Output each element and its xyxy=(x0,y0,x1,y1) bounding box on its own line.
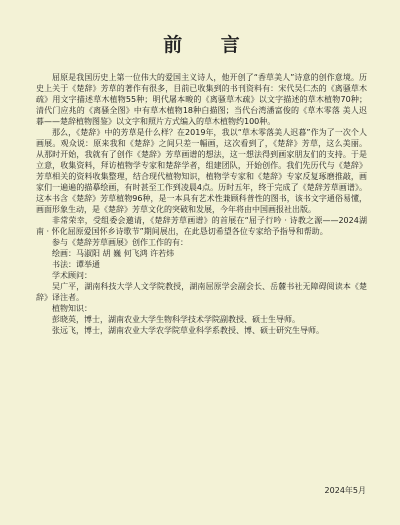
credits-advisor-heading: 学术顾问： xyxy=(52,271,92,280)
paragraph-creation: 那么，《楚辞》中的芳草是什么样？在2019年，我以“草木零落美人迟暮”作为了一次个人画展。观众说：原来我和《楚辞》之间只差一幅画，这次看到了，《楚辞》芳草，这么美丽。从那时开始，我就有了创作《楚辞》芳草画谱的想法，这一想法得到画家朋友们的支持。于是立意，收集资料，拜访植物学专家和楚辞学者，组建团队，开始创作。我们先历代与《楚辞》芳草相关的资料收集整理，结合现代植物知识，植物学专家和《楚辞》专家反复琢磨推敲，画家们一遍遍的描摹绘画，有时甚至工作到凌晨4点。历时五年，终于完成了《楚辞芳草画谱》。这本书含《楚辞》芳草植物96种，是一本具有艺术性兼顾科普性的图书，该书文字通俗易懂，画面形象生动，是《楚辞》芳草文化的突破和发展，今年将由中国画报社出版。 xyxy=(36,128,367,214)
credits-heading: 参与《楚辞芳草画展》创作工作的有： xyxy=(52,238,188,247)
credits-botany-heading: 植物知识： xyxy=(52,304,92,313)
credits-botany-2: 张远飞，博士，湖南农业大学农学院草业科学系教授、博、硕士研究生导师。 xyxy=(52,326,324,335)
credits-painters: 绘画：马淑阳 胡 巍 何飞鸿 许若炜 xyxy=(52,249,175,258)
credits-calligraphy: 书法：谭举通 xyxy=(52,260,100,269)
paragraph-intro: 屈原是我国历史上第一位伟大的爱国主义诗人，他开创了“香草美人”诗意的创作意境。历史上关于《楚辞》芳草的著作有很多，目前已收集到的书刊资料有：宋代吴仁杰的《离骚草木疏》用文字描述草木植物55种；明代屠本畯的《离骚草木疏》以文字描述的草木植物70种；清代门应兆的《离骚全图》中有草木植物18种白描图；当代台湾潘富俊的《草木零落 美人迟暮——楚辞植物图鉴》以文字和照片方式编入的草木植物约100种。 xyxy=(36,73,367,126)
page-title: 前 言 xyxy=(163,34,256,56)
paragraph-exhibition: 非常荣幸，受组委会邀请，《楚辞芳草画谱》的首展在“屈子行吟 · 诗教之源——2024湖南 · 怀化屈原爱国怀乡诗歌节”期间展出，在此恳切希望各位专家给予指导和帮助。 xyxy=(36,216,367,236)
preface-body xyxy=(36,72,367,336)
credits-botany-1: 彭晓英，博士，湖南农业大学生物科学技术学院副教授、硕士生导师。 xyxy=(52,315,300,324)
credits-advisor-detail: 吴广平，湖南科技大学人文学院教授，湖南屈原学会副会长、岳麓书社无障碍阅读本《楚辞》译注者。 xyxy=(36,282,367,302)
preface-date: 2024年5月 xyxy=(324,486,366,495)
